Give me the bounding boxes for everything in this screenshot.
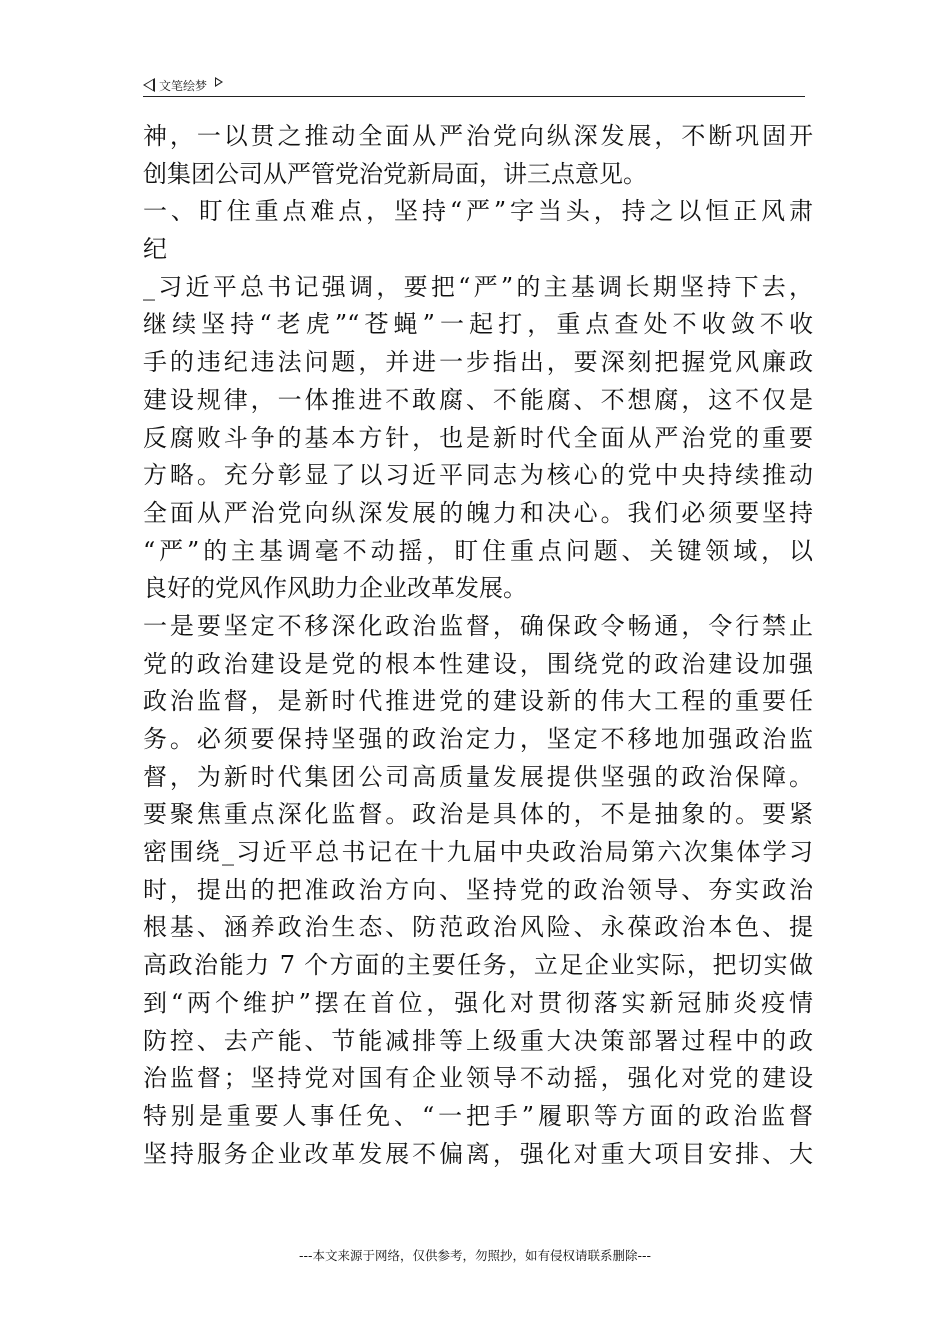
text-line: 要聚焦重点深化监督。政治是具体的，不是抽象的。要紧 [143, 800, 813, 829]
text-line: 根基、涵养政治生态、防范政治风险、永葆政治本色、提 [143, 913, 813, 942]
text-line: 党的政治建设是党的根本性建设，围绕党的政治建设加强 [143, 649, 813, 678]
text-line: 密围绕_习近平总书记在十九届中央政治局第六次集体学习 [143, 838, 813, 867]
text-line: 全面从严治党向纵深发展的魄力和决心。我们必须要坚持 [143, 498, 813, 527]
text-line: 建设规律，一体推进不敢腐、不能腐、不想腐，这不仅是 [143, 385, 813, 414]
text-line: 到“两个维护”摆在首位，强化对贯彻落实新冠肺炎疫情 [143, 988, 813, 1017]
text-line: 反腐败斗争的基本方针，也是新时代全面从严治党的重要 [143, 423, 813, 452]
text-line: 高政治能力 7 个方面的主要任务，立足企业实际，把切实做 [143, 951, 813, 980]
text-line: 坚持服务企业改革发展不偏离，强化对重大项目安排、大 [143, 1139, 813, 1168]
text-line: 继续坚持“老虎”“苍蝇”一起打，重点查处不收敛不收 [143, 310, 813, 339]
text-line: 治监督；坚持党对国有企业领导不动摇，强化对党的建设 [143, 1064, 813, 1093]
triangle-left-icon [143, 78, 155, 92]
text-line: 一是要坚定不移深化政治监督，确保政令畅通，令行禁止 [143, 611, 813, 640]
text-line: 纪 [143, 235, 167, 264]
header-title: 文笔绘梦 [159, 78, 208, 93]
footer-disclaimer: ---本文来源于网络，仅供参考，勿照抄，如有侵权请联系删除--- [298, 1248, 652, 1263]
text-line: 时，提出的把准政治方向、坚持党的政治领导、夯实政治 [143, 875, 813, 904]
text-line: 政治监督，是新时代推进党的建设新的伟大工程的重要任 [143, 687, 813, 716]
text-line: 一、盯住重点难点，坚持“严”字当头，持之以恒正风肃 [143, 197, 813, 226]
text-line: 创集团公司从严管党治党新局面，讲三点意见。 [143, 159, 647, 188]
triangle-right-icon [215, 77, 223, 87]
text-line: 手的违纪违法问题，并进一步指出，要深刻把握党风廉政 [143, 348, 813, 377]
text-line: 特别是重要人事任免、“一把手”履职等方面的政治监督 [143, 1101, 813, 1130]
text-line: 督，为新时代集团公司高质量发展提供坚强的政治保障。 [143, 762, 813, 791]
text-line: 良好的党风作风助力企业改革发展。 [143, 574, 527, 603]
page-header [143, 74, 805, 97]
text-line: _习近平总书记强调，要把“严”的主基调长期坚持下去， [143, 272, 813, 301]
text-line: 神，一以贯之推动全面从严治党向纵深发展，不断巩固开 [143, 122, 813, 150]
text-line: 防控、去产能、节能减排等上级重大决策部署过程中的政 [143, 1026, 813, 1055]
text-line: 务。必须要保持坚强的政治定力，坚定不移地加强政治监 [143, 725, 813, 753]
document-body [143, 118, 813, 1173]
text-line: “严”的主基调毫不动摇，盯住重点问题、关键领域，以 [143, 536, 813, 565]
text-line: 方略。充分彰显了以习近平同志为核心的党中央持续推动 [143, 461, 813, 490]
